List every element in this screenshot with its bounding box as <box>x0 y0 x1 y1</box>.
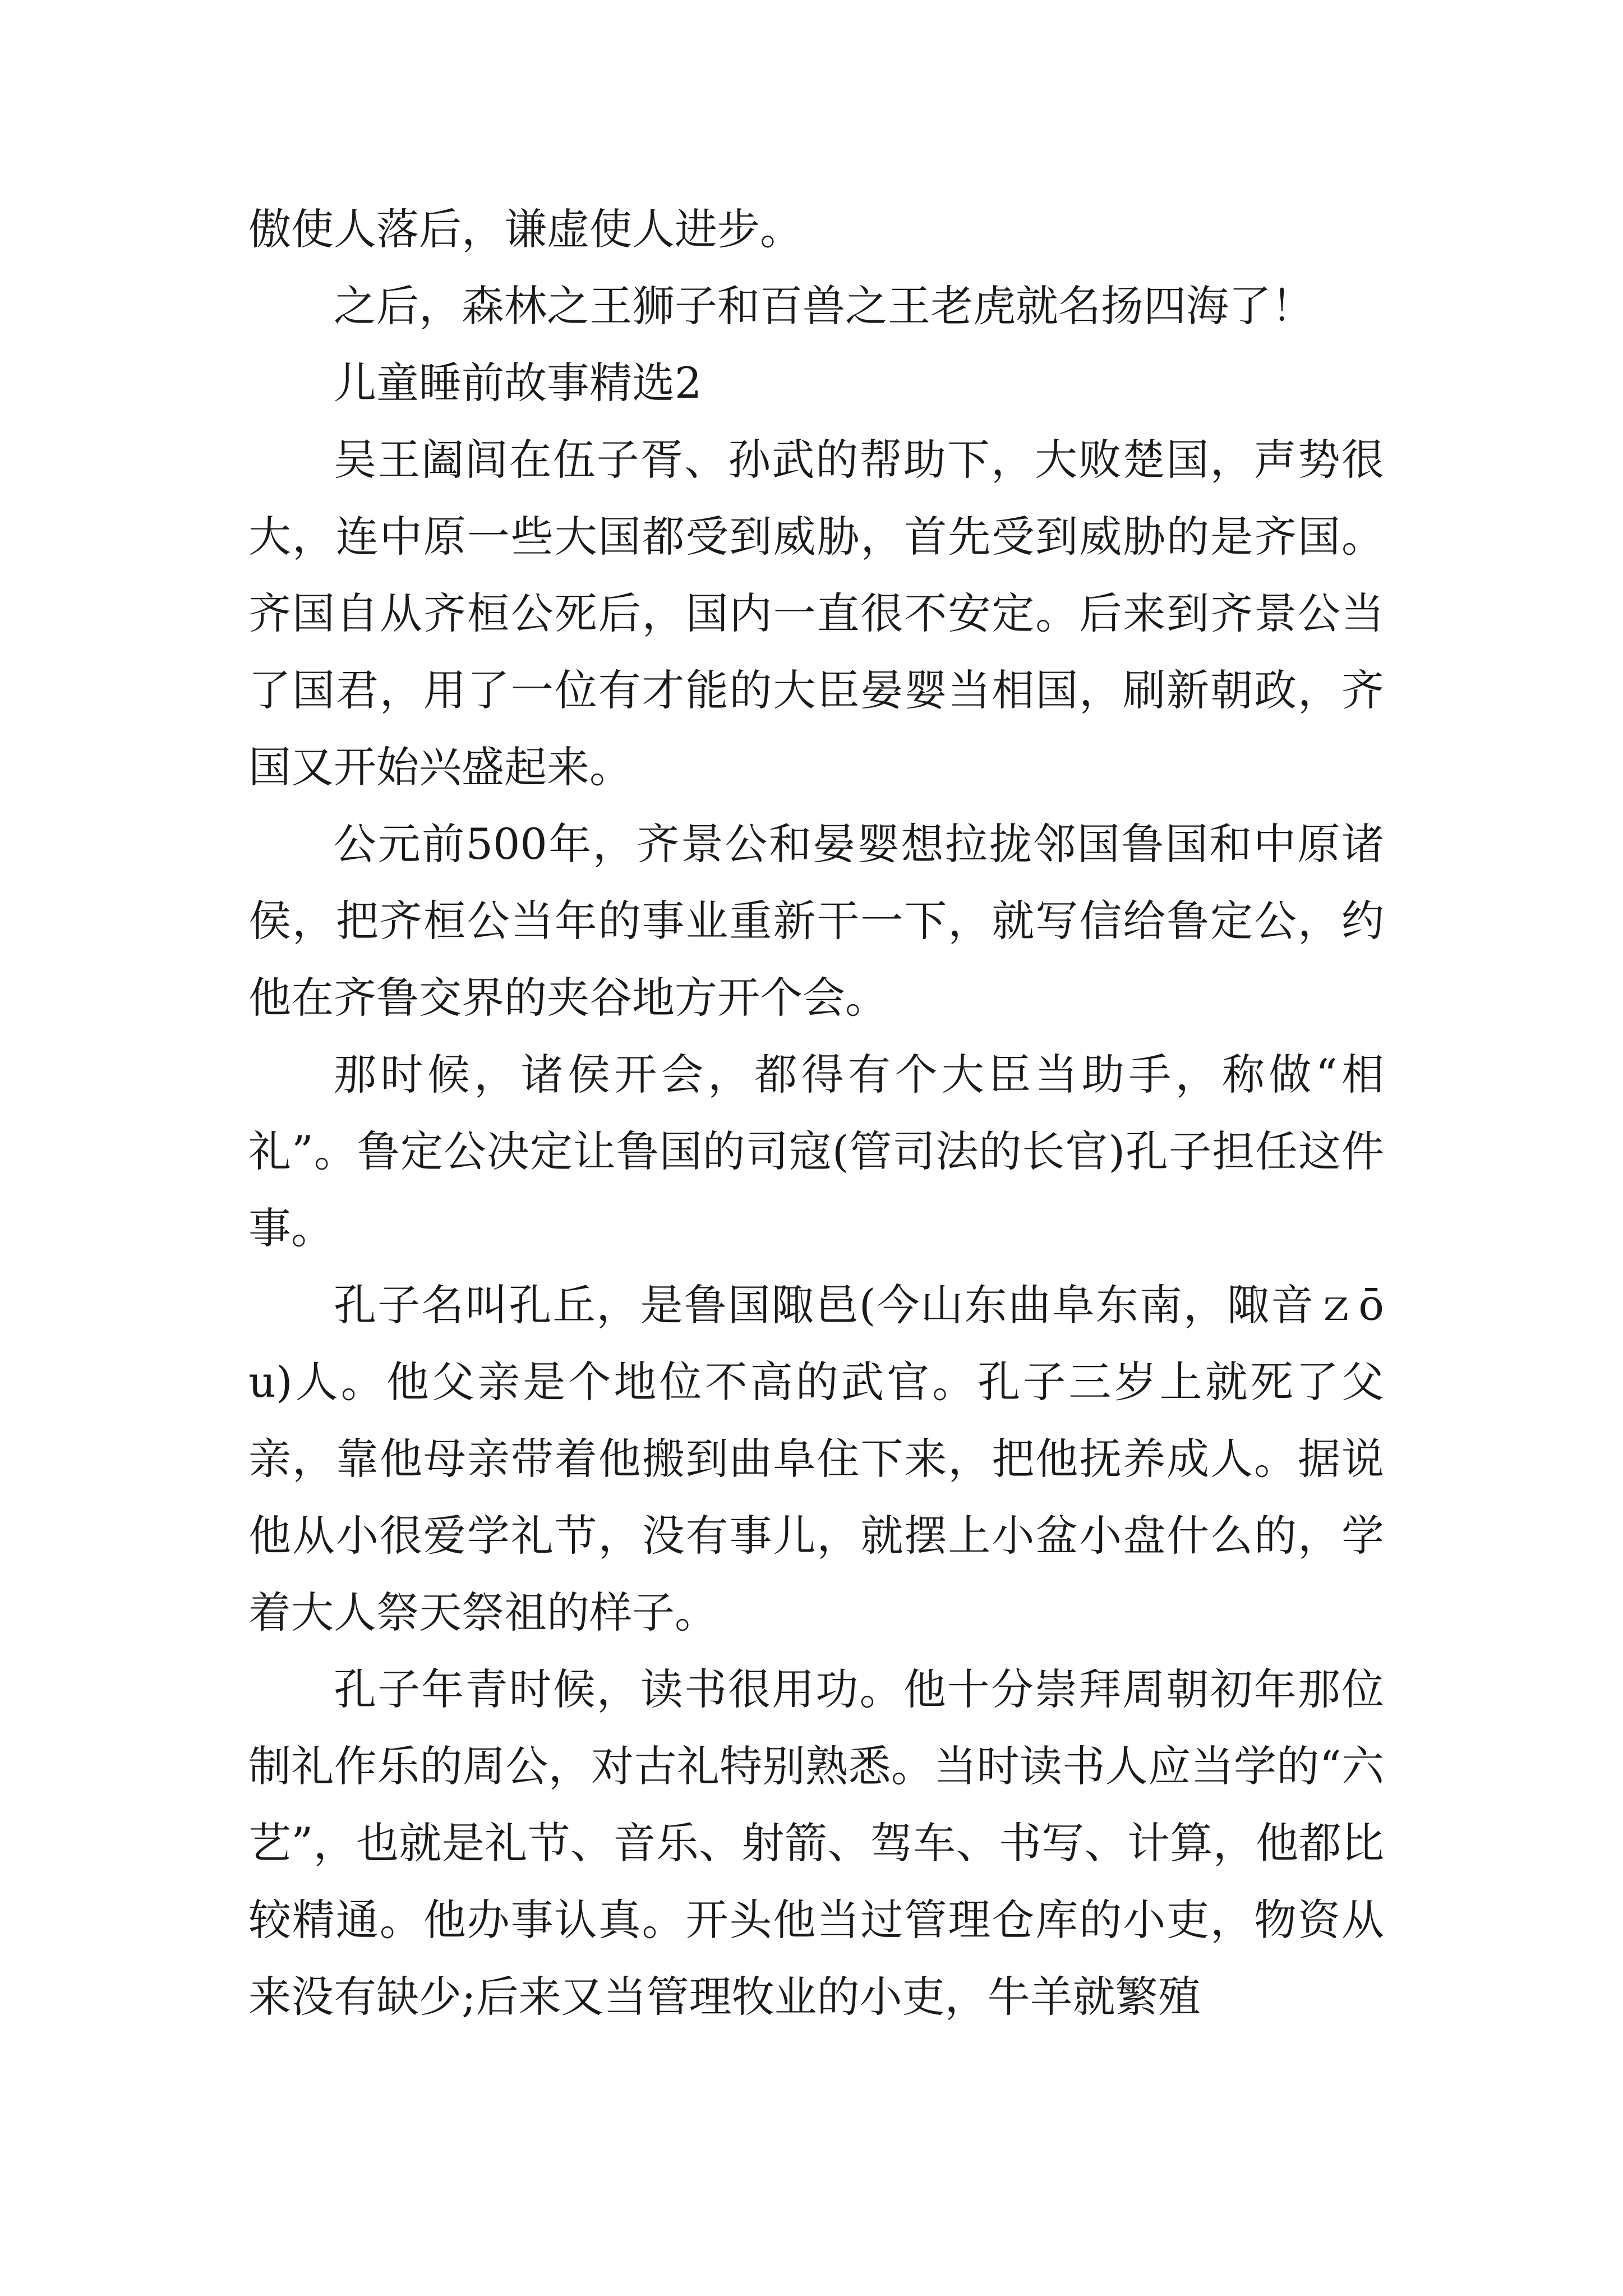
document-body <box>248 191 1384 2035</box>
section-heading: 儿童睡前故事精选2 <box>334 358 702 408</box>
paragraph-5: 那时候，诸侯开会，都得有个大臣当助手，称做“相礼”。鲁定公决定让鲁国的司寇(管司法的长官)孔子担任这件事。 <box>248 1050 1384 1253</box>
paragraph-4: 公元前500年，齐景公和晏婴想拉拢邻国鲁国和中原诸侯，把齐桓公当年的事业重新干一下，就写信给鲁定公，约他在齐鲁交界的夹谷地方开个会。 <box>248 819 1384 1023</box>
paragraph-2: 之后，森林之王狮子和百兽之王老虎就名扬四海了！ <box>334 281 1314 331</box>
paragraph-3: 吴王阖闾在伍子胥、孙武的帮助下，大败楚国，声势很大，连中原一些大国都受到威胁，首先受到威胁的是齐国。齐国自从齐桓公死后，国内一直很不安定。后来到齐景公当了国君，用了一位有才能的大臣晏婴当相国，刷新朝政，齐国又开始兴盛起来。 <box>248 435 1384 792</box>
paragraph-7: 孔子年青时候，读书很用功。他十分崇拜周朝初年那位制礼作乐的周公，对古礼特别熟悉。当时读书人应当学的“六艺”，也就是礼节、音乐、射箭、驾车、书写、计算，他都比较精通。他办事认真。开头他当过管理仓库的小吏，物资从来没有缺少;后来又当管理牧业的小吏，牛羊就繁殖 <box>248 1664 1384 2022</box>
paragraph-1: 傲使人落后，谦虚使人进步。 <box>248 204 803 254</box>
paragraph-6: 孔子名叫孔丘，是鲁国陬邑(今山东曲阜东南，陬音ｚōu)人。他父亲是个地位不高的武官。孔子三岁上就死了父亲，靠他母亲带着他搬到曲阜住下来，把他抚养成人。据说他从小很爱学礼节，没有事儿，就摆上小盆小盘什么的，学着大人祭天祭祖的样子。 <box>248 1280 1384 1637</box>
